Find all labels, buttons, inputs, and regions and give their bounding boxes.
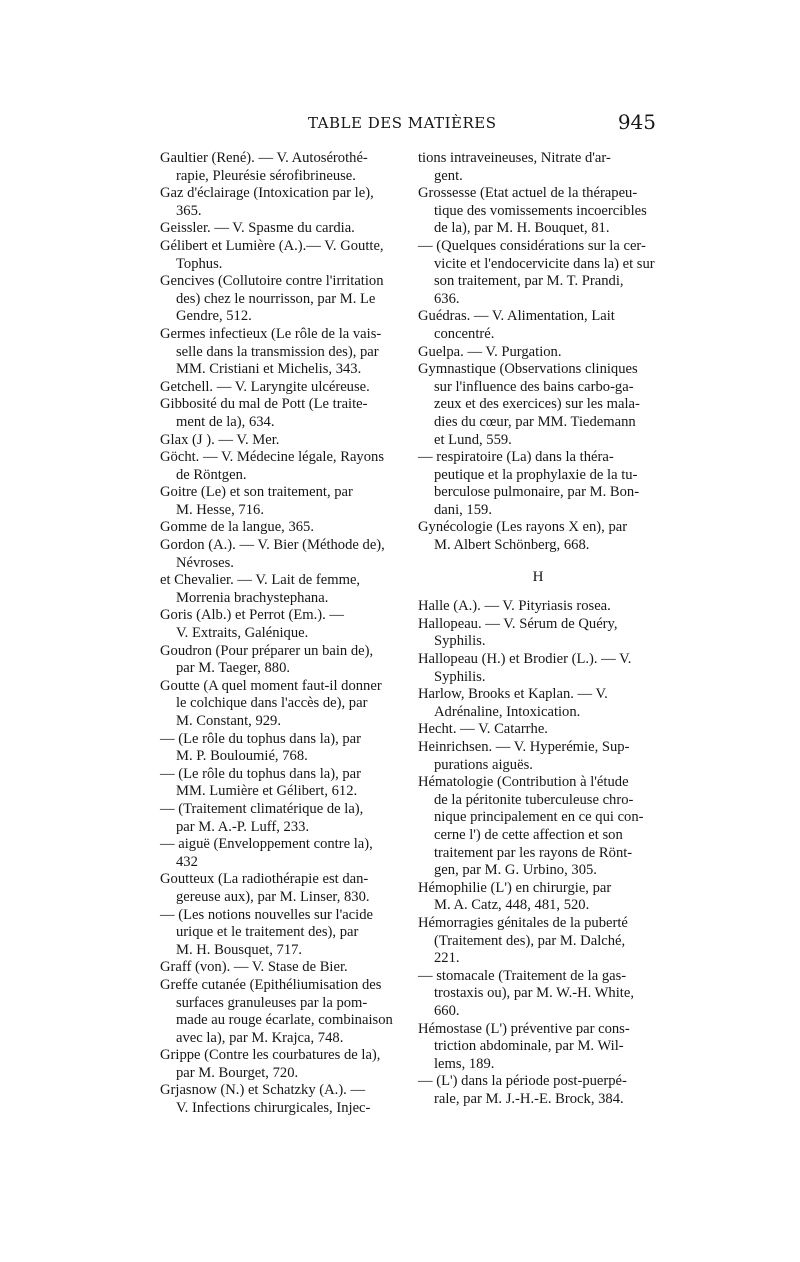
index-entry (418, 686, 658, 721)
entry-line: Gaultier (René). — V. Autosérothé- (160, 150, 368, 166)
entry-line: Gomme de la langue, 365. (160, 519, 315, 536)
entry-line: — (Traitement climatérique de la), (160, 800, 364, 817)
entry-line: 636. (434, 290, 460, 307)
entry-line: Gordon (A.). — V. Bier (Méthode de), (160, 537, 385, 554)
entry-line: selle dans la transmission des), par (176, 343, 379, 360)
right-column (418, 150, 658, 1108)
entry-line: le colchique dans l'accès de), par (176, 695, 368, 712)
entry-line: M. A. Catz, 448, 481, 520. (434, 897, 590, 914)
entry-line: — stomacale (Traitement de la gas- (418, 967, 627, 984)
entry-line: triction abdominale, par M. Wil- (434, 1038, 624, 1055)
page-number: 945 (617, 110, 656, 134)
entry-line: (Traitement des), par M. Dalché, (434, 932, 626, 949)
index-entry (160, 484, 400, 519)
entry-line: dani, 159. (434, 501, 492, 518)
index-entry (160, 432, 400, 450)
index-entry (160, 326, 400, 379)
index-entry (160, 1047, 400, 1082)
entry-line: Glax (J ). — V. Mer. (160, 431, 280, 448)
entry-line: 365. (176, 202, 202, 219)
index-entry (160, 449, 400, 484)
index-entry (160, 1082, 400, 1117)
entry-line: — (Le rôle du tophus dans la), par (160, 765, 362, 782)
index-entry (418, 308, 658, 343)
entry-line: Greffe cutanée (Epithéliumisation des (160, 976, 382, 993)
entry-line: Geissler. — V. Spasme du cardia. (160, 220, 355, 237)
entry-line: traitement par les rayons de Rönt- (434, 844, 633, 861)
entry-line: — (L') dans la période post-puerpé- (418, 1073, 627, 1090)
entry-line: vicite et l'endocervicite dans la) et sur (434, 255, 655, 272)
entry-line: MM. Cristiani et Michelis, 343. (176, 361, 362, 378)
index-entry (160, 801, 400, 836)
entry-line: Hecht. — V. Catarrhe. (418, 721, 548, 738)
entry-line: Goudron (Pour préparer un bain de), (160, 642, 374, 659)
entry-line: Halle (A.). — V. Pityriasis rosea. (418, 598, 611, 615)
entry-line: Gencives (Collutoire contre l'irritation (160, 273, 384, 290)
entry-line: surfaces granuleuses par la pom- (176, 994, 368, 1011)
index-entry (418, 449, 658, 519)
entry-line: Getchell. — V. Laryngite ulcéreuse. (160, 378, 370, 395)
index-entry (418, 616, 658, 651)
entry-line: de Röntgen. (176, 466, 247, 483)
index-entry (160, 607, 400, 642)
entry-line: Tophus. (176, 255, 223, 272)
entry-line: trostaxis ou), par M. W.-H. White, (434, 985, 634, 1002)
entry-line: Gaz d'éclairage (Intoxication par le), (160, 185, 374, 202)
entry-line: Hémophilie (L') en chirurgie, par (418, 879, 612, 896)
index-entry (418, 519, 658, 554)
entry-line: et Chevalier. — V. Lait de femme, (160, 572, 361, 589)
entry-line: peutique et la prophylaxie de la tu- (434, 466, 638, 483)
entry-line: 432 (176, 853, 198, 870)
running-title: TABLE DES MATIÈRES (308, 114, 497, 132)
entry-line: — respiratoire (La) dans la théra- (418, 449, 614, 466)
index-entry (418, 185, 658, 238)
entry-line: M. H. Bousquet, 717. (176, 941, 303, 958)
entry-line: berculose pulmonaire, par M. Bon- (434, 484, 640, 501)
index-entry (160, 643, 400, 678)
entry-line: Syphilis. (434, 668, 486, 685)
index-entry (418, 915, 658, 968)
entry-line: Heinrichsen. — V. Hyperémie, Sup- (418, 739, 630, 755)
index-entry (160, 238, 400, 273)
index-entry (160, 185, 400, 220)
index-entry (160, 678, 400, 731)
index-entry (418, 361, 658, 449)
index-entry (160, 220, 400, 238)
entry-line: M. Hesse, 716. (176, 501, 264, 518)
entry-line: rapie, Pleurésie sérofibrineuse. (176, 167, 356, 184)
entry-line: lems, 189. (434, 1055, 495, 1072)
index-entry (418, 238, 658, 308)
entry-line: V. Extraits, Galénique. (176, 625, 309, 642)
entry-line: purations aiguës. (434, 756, 533, 773)
entry-line: nique principalement en ce qui con- (434, 809, 644, 826)
entry-line: Guelpa. — V. Purgation. (418, 343, 562, 360)
entry-line: Adrénaline, Intoxication. (434, 703, 581, 720)
entry-line: gent. (434, 167, 463, 184)
entry-line: Goutteux (La radiothérapie est dan- (160, 871, 369, 888)
entry-line: concentré. (434, 325, 495, 342)
index-entry (160, 519, 400, 537)
entry-line: Hallopeau (H.) et Brodier (L.). — V. (418, 651, 632, 668)
index-entry (160, 959, 400, 977)
index-entry (418, 721, 658, 739)
running-head (160, 110, 656, 138)
entry-line: Göcht. — V. Médecine légale, Rayons (160, 449, 384, 466)
entry-line: Gélibert et Lumière (A.).— V. Goutte, (160, 237, 384, 254)
entry-line: et Lund, 559. (434, 431, 512, 448)
entry-line: Gibbosité du mal de Pott (Le traite- (160, 396, 368, 413)
entry-line: sur l'influence des bains carbo-ga- (434, 378, 634, 395)
entry-line: Guédras. — V. Alimentation, Lait (418, 308, 615, 325)
index-entry (160, 572, 400, 607)
entry-line: Hématologie (Contribution à l'étude (418, 774, 629, 791)
entry-line: made au rouge écarlate, combinaison (176, 1012, 393, 1029)
entry-line: tique des vomissements incoercibles (434, 202, 647, 219)
index-entry (418, 1021, 658, 1074)
entry-line: Morrenia brachystephana. (176, 589, 329, 606)
index-entry (160, 836, 400, 871)
entry-line: 221. (434, 950, 460, 967)
index-entry (160, 273, 400, 326)
entry-line: — aiguë (Enveloppement contre la), (160, 836, 373, 853)
entry-line: Hémostase (L') préventive par cons- (418, 1020, 630, 1037)
entry-line: par M. Bourget, 720. (176, 1064, 299, 1081)
entry-line: urique et le traitement des), par (176, 924, 359, 941)
entry-line: de la), par M. H. Bouquet, 81. (434, 220, 610, 237)
entry-line: Hallopeau. — V. Sérum de Quéry, (418, 615, 618, 632)
entry-line: son traitement, par M. T. Prandi, (434, 273, 624, 290)
index-entry (160, 379, 400, 397)
index-entry (418, 598, 658, 616)
index-entry (160, 871, 400, 906)
entry-line: de la péritonite tuberculeuse chro- (434, 791, 634, 808)
entry-line: — (Le rôle du tophus dans la), par (160, 730, 362, 747)
index-entry (418, 344, 658, 362)
left-column (160, 150, 400, 1118)
entry-line: MM. Lumière et Gélibert, 612. (176, 783, 358, 800)
entry-line: Grippe (Contre les courbatures de la), (160, 1047, 381, 1064)
entry-line: cerne l') de cette affection et son (434, 826, 623, 843)
entry-line: M. Albert Schönberg, 668. (434, 537, 590, 554)
index-entry (418, 1073, 658, 1108)
entry-line: — (Les notions nouvelles sur l'acide (160, 906, 373, 923)
entry-line: tions intraveineuses, Nitrate d'ar- (418, 150, 611, 166)
entry-line: Germes infectieux (Le rôle de la vais- (160, 325, 382, 342)
entry-line: Graff (von). — V. Stase de Bier. (160, 959, 348, 976)
index-entry (160, 907, 400, 960)
right-column-h-entries (418, 598, 658, 1108)
entry-line: 660. (434, 1002, 460, 1019)
index-entry (160, 537, 400, 572)
entry-line: Goutte (A quel moment faut-il donner (160, 677, 382, 694)
index-entry (418, 774, 658, 880)
index-entry (160, 396, 400, 431)
entry-line: Gymnastique (Observations cliniques (418, 361, 638, 378)
entry-line: gen, par M. G. Urbino, 305. (434, 862, 597, 879)
entry-line: avec la), par M. Krajca, 748. (176, 1029, 344, 1046)
index-entry (160, 150, 400, 185)
entry-line: Gynécologie (Les rayons X en), par (418, 519, 628, 536)
entry-line: gereuse aux), par M. Linser, 830. (176, 888, 370, 905)
entry-line: rale, par M. J.-H.-E. Brock, 384. (434, 1090, 624, 1107)
entry-line: Syphilis. (434, 633, 486, 650)
index-entry (418, 150, 658, 185)
entry-line: dies du cœur, par MM. Tiedemann (434, 413, 636, 430)
right-column-g-entries (418, 150, 658, 555)
entry-line: Gendre, 512. (176, 308, 252, 325)
entry-line: ment de la), 634. (176, 413, 275, 430)
entry-line: Grjasnow (N.) et Schatzky (A.). — (160, 1082, 366, 1099)
entry-line: Hémorragies génitales de la puberté (418, 914, 628, 931)
entry-line: par M. A.-P. Luff, 233. (176, 818, 310, 835)
entry-line: Goris (Alb.) et Perrot (Em.). — (160, 607, 345, 624)
entry-line: M. P. Bouloumié, 768. (176, 748, 308, 765)
entry-line: Grossesse (Etat actuel de la thérapeu- (418, 185, 638, 202)
index-entry (160, 731, 400, 766)
index-entry (418, 880, 658, 915)
index-entry (418, 739, 658, 774)
index-entry (418, 651, 658, 686)
entry-line: V. Infections chirurgicales, Injec- (176, 1100, 371, 1117)
entry-line: Harlow, Brooks et Kaplan. — V. (418, 686, 608, 703)
index-entry (160, 766, 400, 801)
entry-line: des) chez le nourrisson, par M. Le (176, 290, 376, 307)
index-entry (160, 977, 400, 1047)
entry-line: Goitre (Le) et son traitement, par (160, 484, 353, 501)
section-heading-h: H (532, 568, 544, 585)
entry-line: — (Quelques considérations sur la cer- (418, 237, 646, 254)
entry-line: Névroses. (176, 554, 234, 571)
entry-line: zeux et des exercices) sur les mala- (434, 396, 640, 413)
entry-line: M. Constant, 929. (176, 713, 281, 729)
entry-line: par M. Taeger, 880. (176, 660, 291, 677)
index-entry (418, 968, 658, 1021)
